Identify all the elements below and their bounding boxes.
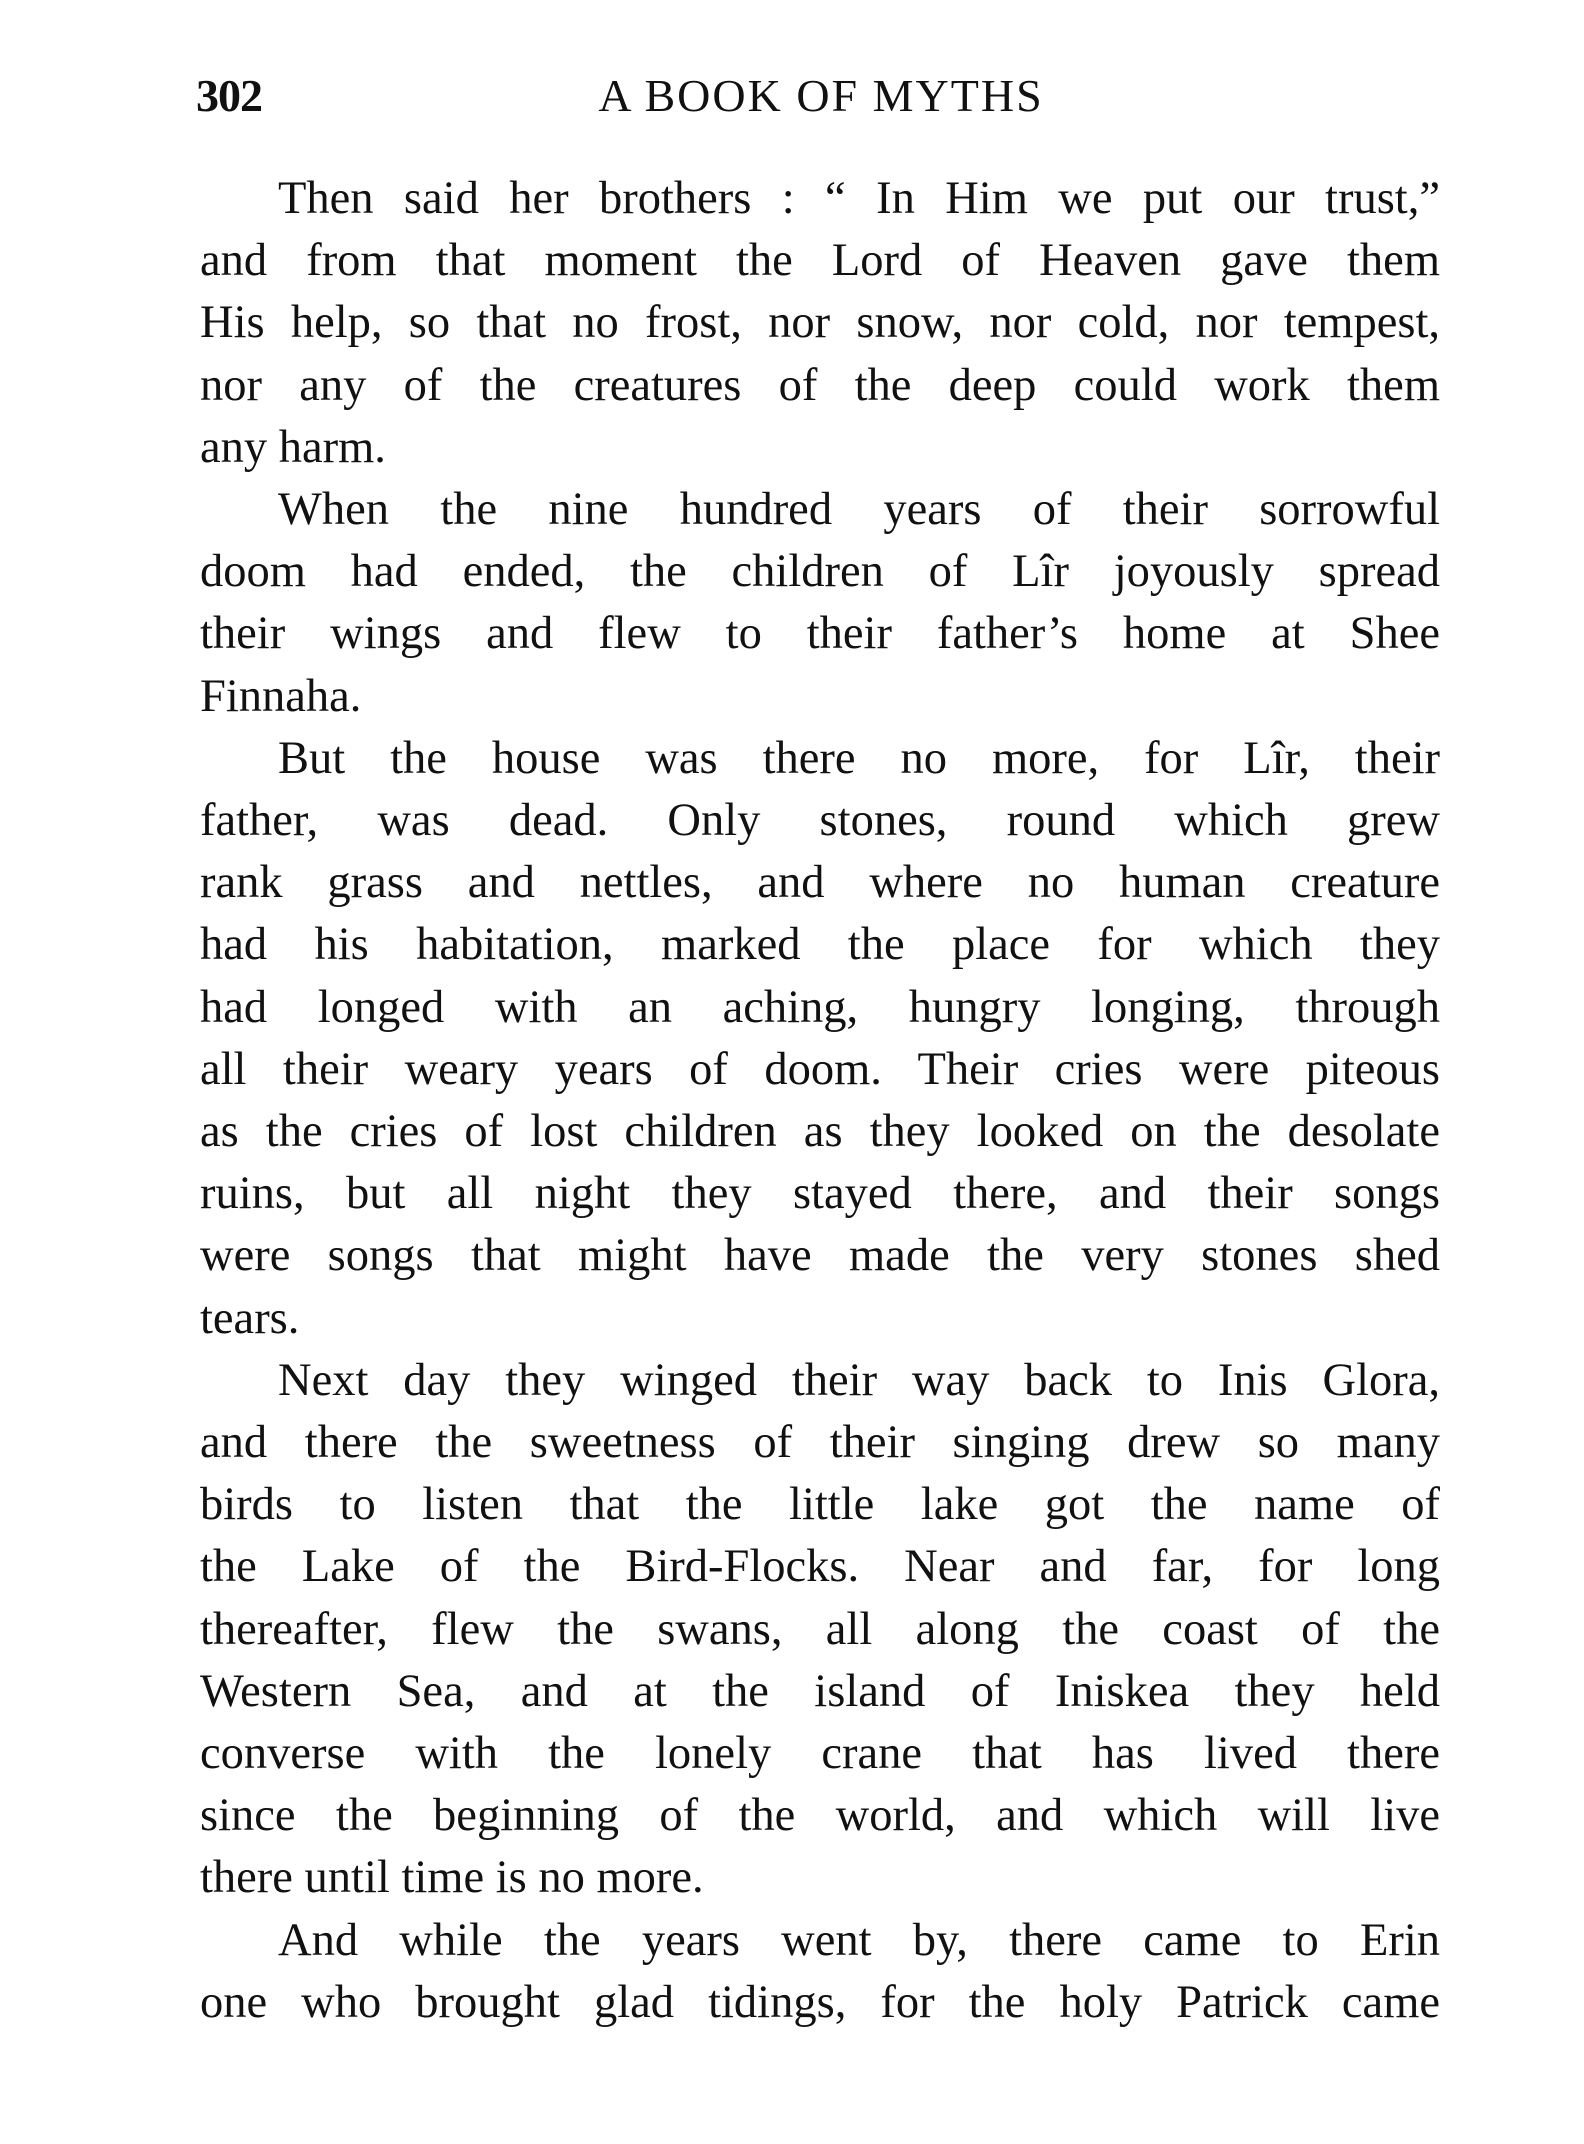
text-line: rank grass and nettles, and where no human creature bbox=[200, 857, 1440, 909]
text-line: and there the sweetness of their singing drew so many bbox=[200, 1417, 1440, 1469]
running-head bbox=[196, 66, 1446, 126]
text-line: all their weary years of doom. Their cries were piteous bbox=[200, 1043, 1440, 1095]
text-line: had his habitation, marked the place for which they bbox=[200, 919, 1440, 971]
text-line: had longed with an aching, hungry longing, through bbox=[200, 981, 1440, 1033]
text-line: ruins, but all night they stayed there, and their songs bbox=[200, 1168, 1440, 1220]
text-line: one who brought glad tidings, for the holy Patrick came bbox=[200, 1976, 1440, 2028]
text-line: their wings and flew to their father’s home at Shee bbox=[200, 608, 1440, 660]
text-line: converse with the lonely crane that has lived there bbox=[200, 1728, 1440, 1780]
text-line: When the nine hundred years of their sorrowful bbox=[278, 484, 1440, 536]
text-line: Then said her brothers : “ In Him we put our trust,” bbox=[278, 173, 1440, 224]
book-title: A BOOK OF MYTHS bbox=[598, 70, 1044, 121]
text-line: Next day they winged their way back to Inis Glora, bbox=[278, 1354, 1440, 1406]
paragraph bbox=[200, 1350, 1440, 1910]
body-text bbox=[200, 168, 1440, 2034]
text-line: tears. bbox=[200, 1292, 300, 1344]
text-line: doom had ended, the children of Lîr joyously spread bbox=[200, 546, 1440, 598]
text-line: any harm. bbox=[200, 421, 386, 473]
paragraph bbox=[200, 1910, 1440, 2034]
text-line: But the house was there no more, for Lîr, their bbox=[278, 732, 1440, 784]
text-line: the Lake of the Bird-Flocks. Near and far, for long bbox=[200, 1541, 1440, 1593]
paragraph bbox=[200, 168, 1440, 479]
text-line: as the cries of lost children as they looked on the desolate bbox=[200, 1106, 1440, 1158]
text-line: were songs that might have made the very stones shed bbox=[200, 1230, 1440, 1282]
page-number: 302 bbox=[196, 70, 262, 121]
text-line: since the beginning of the world, and which will live bbox=[200, 1790, 1440, 1842]
paragraph bbox=[200, 728, 1440, 1350]
text-line: birds to listen that the little lake got the name of bbox=[200, 1479, 1440, 1531]
text-line: His help, so that no frost, nor snow, nor cold, nor tempest, bbox=[200, 297, 1440, 349]
text-line: and from that moment the Lord of Heaven gave them bbox=[200, 235, 1440, 287]
text-line: And while the years went by, there came to Erin bbox=[278, 1914, 1440, 1966]
text-line: there until time is no more. bbox=[200, 1852, 704, 1904]
text-line: thereafter, flew the swans, all along the coast of the bbox=[200, 1603, 1440, 1655]
paragraph bbox=[200, 479, 1440, 728]
text-line: Finnaha. bbox=[200, 670, 362, 722]
text-line: Western Sea, and at the island of Iniskea they held bbox=[200, 1665, 1440, 1717]
text-line: nor any of the creatures of the deep could work them bbox=[200, 359, 1440, 411]
text-line: father, was dead. Only stones, round which grew bbox=[200, 795, 1440, 847]
